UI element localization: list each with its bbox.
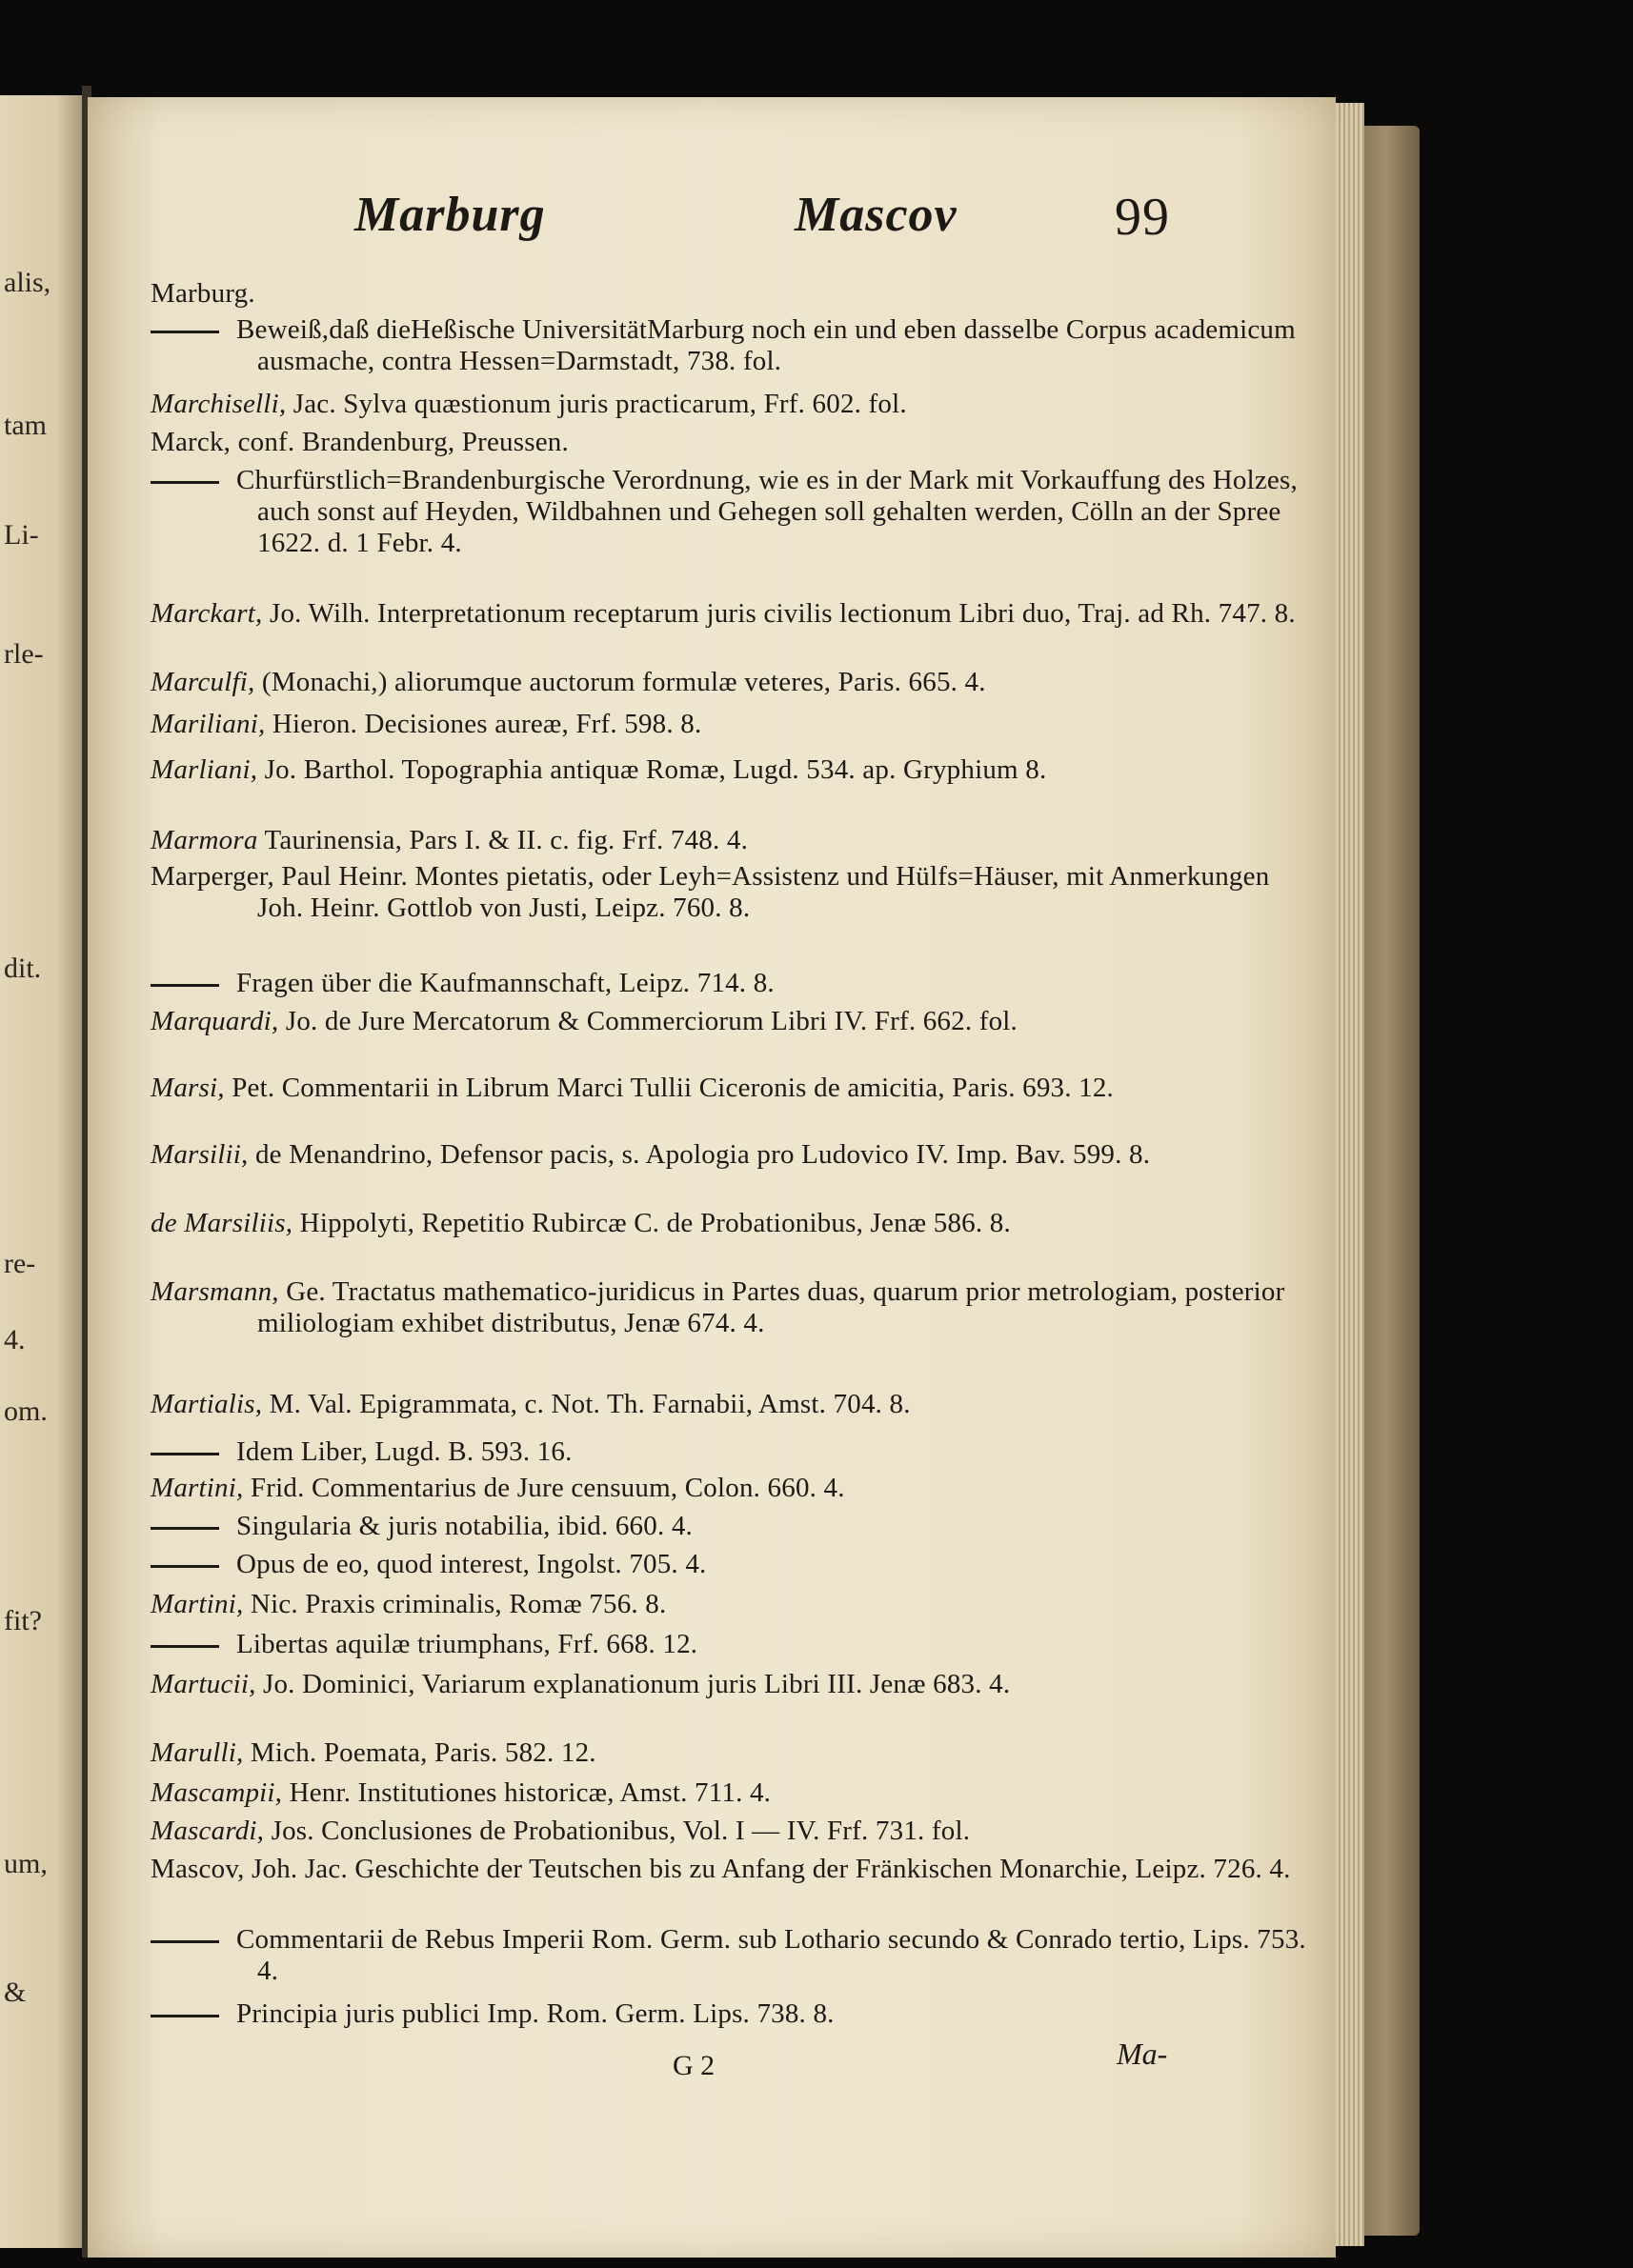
ditto-dash bbox=[151, 1527, 219, 1530]
catalog-entry bbox=[151, 1924, 1307, 1987]
catalog-entry bbox=[151, 861, 1307, 924]
entry-text: de Menandrino, Defensor pacis, s. Apologia pro Ludovico IV. Imp. Bav. 599. 8. bbox=[254, 1139, 1151, 1170]
catalog-entry bbox=[151, 1511, 1307, 1542]
entry-author: Marsi, bbox=[151, 1073, 225, 1103]
entry-text: Singularia & juris notabilia, ibid. 660. 4. bbox=[236, 1511, 694, 1541]
margin-fragment: fit? bbox=[4, 1605, 42, 1636]
ditto-dash bbox=[151, 984, 219, 987]
margin-fragment: Li- bbox=[4, 519, 39, 551]
catalog-entry bbox=[151, 1549, 1307, 1580]
entry-text: Jo. Barthol. Topographia antiquæ Romæ, Lugd. 534. ap. Gryphium 8. bbox=[264, 754, 1047, 785]
entry-text: Frid. Commentarius de Jure censuum, Colon. 660. 4. bbox=[250, 1473, 845, 1503]
entry-text: Taurinensia, Pars I. & II. c. fig. Frf. 748. 4. bbox=[264, 825, 749, 855]
entry-text: Marperger, Paul Heinr. Montes pietatis, oder Leyh=Assistenz und Hülfs=Häuser, mit Anmerkungen Joh. Heinr. Gottlob von Justi, Leipz. 760. 8. bbox=[151, 861, 1270, 923]
margin-fragment: om. bbox=[4, 1395, 48, 1427]
running-head-left: Marburg bbox=[354, 188, 546, 242]
entry-author: de Marsiliis, bbox=[151, 1208, 293, 1238]
ditto-dash bbox=[151, 481, 219, 484]
catalog-entry bbox=[151, 667, 1307, 698]
margin-fragment: & bbox=[4, 1977, 27, 2008]
catalog-entry bbox=[151, 1436, 1307, 1468]
entry-text: Libertas aquilæ triumphans, Frf. 668. 12. bbox=[236, 1629, 698, 1659]
entry-text: Beweiß,daß dieHeßische UniversitätMarburg noch ein und eben dasselbe Corpus academicum ausmache, contra Hessen=Darmstadt, 738. fol. bbox=[236, 314, 1296, 376]
catalog-entry bbox=[151, 709, 1307, 740]
ditto-dash bbox=[151, 1565, 219, 1568]
catalog-entry bbox=[151, 1276, 1307, 1339]
margin-fragment: dit. bbox=[4, 953, 42, 984]
catalog-entry bbox=[151, 427, 1307, 458]
entry-author: Marsilii, bbox=[151, 1139, 249, 1170]
catalog-entry bbox=[151, 754, 1307, 786]
entry-text: Commentarii de Rebus Imperii Rom. Germ. sub Lothario secundo & Conrado tertio, Lips. 753. 4. bbox=[236, 1924, 1306, 1986]
entry-text: Marburg. bbox=[151, 278, 255, 309]
entry-author: Marquardi, bbox=[151, 1006, 279, 1036]
entry-text: Hippolyti, Repetitio Rubircæ C. de Probationibus, Jenæ 586. 8. bbox=[299, 1208, 1011, 1238]
catalog-entry bbox=[151, 1139, 1307, 1171]
margin-fragment: 4. bbox=[4, 1324, 26, 1355]
margin-fragment: rle- bbox=[4, 638, 44, 670]
catalog-entry bbox=[151, 1006, 1307, 1037]
entry-author: Mascardi, bbox=[151, 1816, 265, 1846]
catalog-entry bbox=[151, 1854, 1307, 1885]
entry-author: Marchiselli, bbox=[151, 389, 287, 419]
margin-fragment: re- bbox=[4, 1248, 36, 1279]
catalog-entry bbox=[151, 1669, 1307, 1700]
ditto-dash bbox=[151, 2015, 219, 2017]
entry-author: Martini, bbox=[151, 1473, 244, 1503]
entry-text: Marck, conf. Brandenburg, Preussen. bbox=[151, 427, 569, 457]
entry-author: Martucii, bbox=[151, 1669, 256, 1699]
entry-author: Marckart, bbox=[151, 598, 263, 629]
entry-author: Mascampii, bbox=[151, 1777, 283, 1808]
entry-text: Jo. Dominici, Variarum explanationum juris Libri III. Jenæ 683. 4. bbox=[263, 1669, 1011, 1699]
ditto-dash bbox=[151, 331, 219, 333]
entry-text: Nic. Praxis criminalis, Romæ 756. 8. bbox=[250, 1589, 667, 1619]
catalog-entry bbox=[151, 389, 1307, 420]
catalog-entry bbox=[151, 1073, 1307, 1104]
catalog-entry bbox=[151, 1208, 1307, 1239]
entry-text: M. Val. Epigrammata, c. Not. Th. Farnabii, Amst. 704. 8. bbox=[269, 1389, 911, 1419]
ditto-dash bbox=[151, 1645, 219, 1648]
catalog-entry bbox=[151, 1629, 1307, 1660]
entry-author: Marsmann, bbox=[151, 1276, 279, 1307]
margin-fragment: tam bbox=[4, 410, 47, 441]
catalog-entry bbox=[151, 968, 1307, 999]
entry-author: Martini, bbox=[151, 1589, 244, 1619]
entry-text: Churfürstlich=Brandenburgische Verordnung, wie es in der Mark mit Vorkauffung des Holzes, auch sonst auf Heyden, Wildbahnen und Gehegen soll gehalten werden, Cölln an der Spree 1622. d. 1 Febr. 4. bbox=[236, 465, 1298, 558]
entry-text: Pet. Commentarii in Librum Marci Tullii Ciceronis de amicitia, Paris. 693. 12. bbox=[232, 1073, 1114, 1103]
entry-text: Mascov, Joh. Jac. Geschichte der Teutschen bis zu Anfang der Fränkischen Monarchie, Leipz. 726. 4. bbox=[151, 1854, 1291, 1884]
entry-text: Jac. Sylva quæstionum juris practicarum, Frf. 602. fol. bbox=[292, 389, 907, 419]
entry-text: Hieron. Decisiones aureæ, Frf. 598. 8. bbox=[272, 709, 702, 739]
entry-text: Fragen über die Kaufmannschaft, Leipz. 714. 8. bbox=[236, 968, 775, 998]
entry-author: Marliani, bbox=[151, 754, 258, 785]
margin-fragment: alis, bbox=[4, 267, 51, 298]
entry-author: Marculfi, bbox=[151, 667, 255, 697]
entry-text: Idem Liber, Lugd. B. 593. 16. bbox=[236, 1436, 573, 1467]
catalog-entry bbox=[151, 1389, 1307, 1420]
entry-text: Mich. Poemata, Paris. 582. 12. bbox=[250, 1737, 596, 1768]
entry-text: Henr. Institutiones historicæ, Amst. 711. 4. bbox=[289, 1777, 772, 1808]
ditto-dash bbox=[151, 1453, 219, 1455]
entry-text: Principia juris publici Imp. Rom. Germ. Lips. 738. 8. bbox=[236, 1998, 835, 2029]
catalog-entry bbox=[151, 1589, 1307, 1620]
entry-author: Marulli, bbox=[151, 1737, 244, 1768]
entry-text: Jo. Wilh. Interpretationum receptarum juris civilis lectionum Libri duo, Traj. ad Rh. 747. 8. bbox=[269, 598, 1296, 629]
entry-author: Marmora bbox=[151, 825, 258, 855]
entry-text: Jos. Conclusiones de Probationibus, Vol. I — IV. Frf. 731. fol. bbox=[271, 1816, 971, 1846]
entry-text: Jo. de Jure Mercatorum & Commerciorum Libri IV. Frf. 662. fol. bbox=[285, 1006, 1018, 1036]
catalog-entry bbox=[151, 1737, 1307, 1769]
catalog-entry bbox=[151, 278, 1307, 310]
catalog-entry bbox=[151, 1816, 1307, 1847]
margin-fragment: um, bbox=[4, 1848, 48, 1879]
entry-author: Martialis, bbox=[151, 1389, 263, 1419]
catalog-entry bbox=[151, 314, 1307, 377]
catalog-entry bbox=[151, 1998, 1307, 2030]
catalog-entry bbox=[151, 1777, 1307, 1809]
entry-author: Mariliani, bbox=[151, 709, 266, 739]
entry-text: (Monachi,) aliorumque auctorum formulæ veteres, Paris. 665. 4. bbox=[261, 667, 986, 697]
catchword: Ma- bbox=[1117, 2037, 1168, 2071]
page-number: 99 bbox=[1115, 188, 1170, 247]
catalog-entry bbox=[151, 1473, 1307, 1504]
catalog-entry bbox=[151, 825, 1307, 856]
signature-mark: G 2 bbox=[673, 2050, 716, 2081]
entry-text: Ge. Tractatus mathematico-juridicus in Partes duas, quarum prior metrologiam, posterior miliologiam exhibet distributus, Jenæ 674. 4. bbox=[257, 1276, 1285, 1338]
entry-text: Opus de eo, quod interest, Ingolst. 705. 4. bbox=[236, 1549, 707, 1579]
catalog-entry bbox=[151, 465, 1307, 559]
ditto-dash bbox=[151, 1940, 219, 1943]
catalog-entry bbox=[151, 598, 1307, 630]
running-head-center: Mascov bbox=[795, 188, 958, 242]
